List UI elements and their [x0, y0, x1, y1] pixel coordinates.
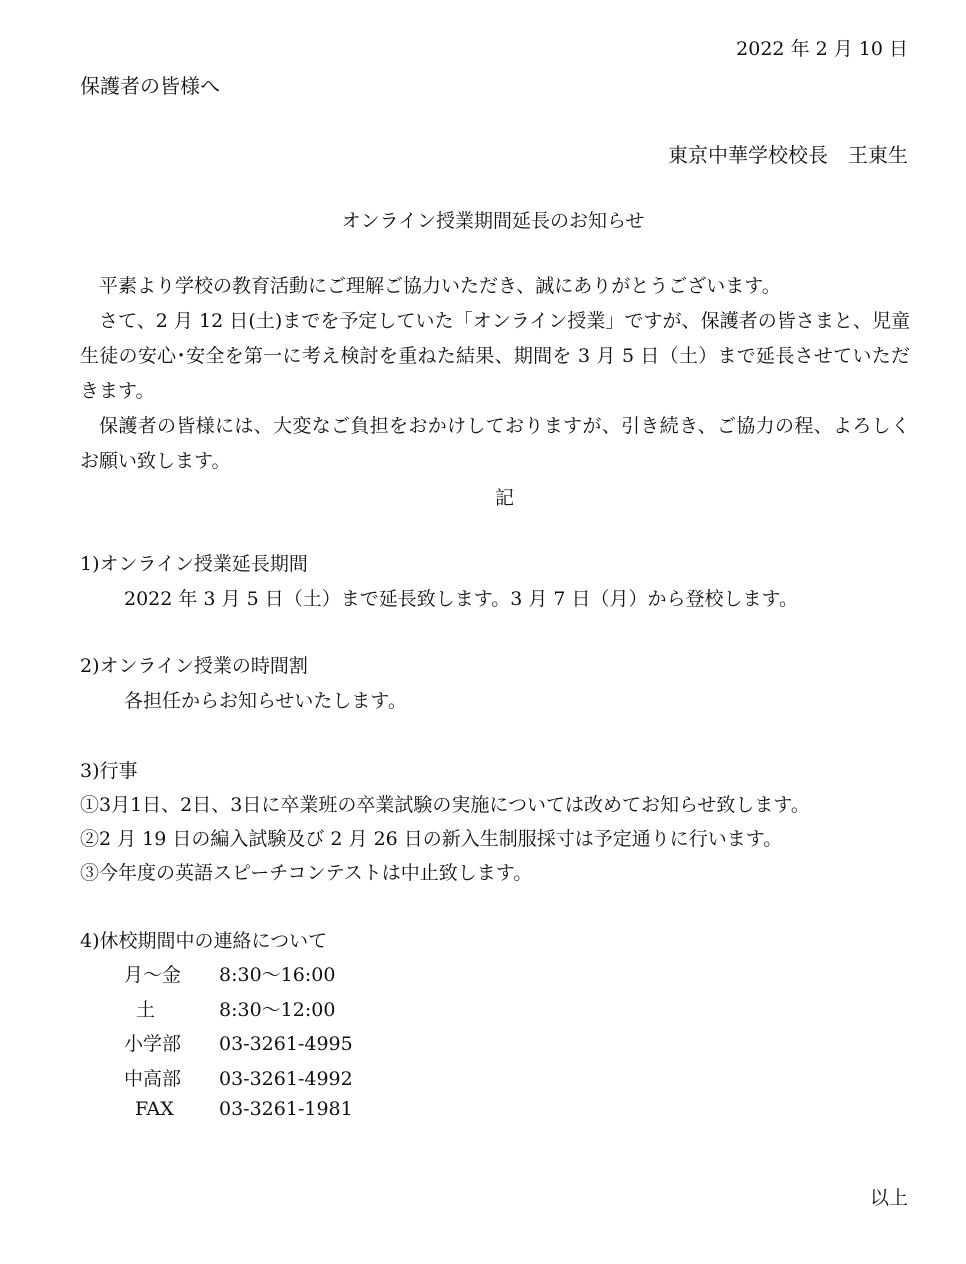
contact-value: 03-3261-4995: [219, 1033, 353, 1055]
contact-label: FAX: [135, 1098, 174, 1120]
section-1-text: 2022 年 3 月 5 日（土）まで延長致します。3 月 7 日（月）から登校します。: [124, 588, 798, 610]
section-3-item-1: ①3月1日、2日、3日に卒業班の卒業試験の実施については改めてお知らせ致します。: [80, 794, 810, 816]
section-4-heading: 4)休校期間中の連絡について: [80, 930, 328, 952]
body-paragraph-1: 平素より学校の教育活動にご理解ご協力いただき、誠にありがとうございます。: [99, 275, 781, 297]
ki-marker: 記: [495, 487, 515, 509]
contact-value: 8:30～12:00: [219, 999, 336, 1021]
contact-row: [124, 1064, 353, 1091]
letter-title: オンライン授業期間延長のお知らせ: [341, 210, 645, 232]
section-3-heading: 3)行事: [80, 760, 138, 782]
contact-label: 土: [136, 999, 156, 1021]
contact-label: 小学部: [124, 1033, 182, 1055]
contact-label: 中高部: [124, 1068, 182, 1090]
section-1-heading: 1)オンライン授業延長期間: [80, 553, 308, 575]
contact-value: 03-3261-1981: [219, 1098, 353, 1120]
body-paragraph-2: さて、2 月 12 日(土)までを予定していた「オンライン授業」ですが、保護者の皆さまと、児童生徒の安心･安全を第一に考え検討を重ねた結果、期間を 3 月 5 日（土）まで延長させていただきます。: [80, 310, 910, 402]
contact-row: [124, 960, 335, 987]
contact-value: 8:30～16:00: [219, 964, 336, 986]
contact-row: [124, 995, 335, 1022]
sender-name: 東京中華学校校長 王東生: [668, 143, 908, 167]
closing-mark: 以上: [869, 1187, 908, 1209]
section-2-text: 各担任からお知らせいたします。: [124, 690, 407, 712]
contact-value: 03-3261-4992: [219, 1068, 353, 1090]
letter-date: 2022 年 2 月 10 日: [736, 38, 908, 60]
section-2-heading: 2)オンライン授業の時間割: [80, 655, 308, 677]
section-3-item-3: ③今年度の英語スピーチコンテストは中止致します。: [80, 862, 533, 884]
contact-row: [124, 1098, 353, 1120]
contact-row: [124, 1029, 353, 1056]
section-3-item-2: ②2 月 19 日の編入試験及び 2 月 26 日の新入生制服採寸は予定通りに行います。: [80, 828, 783, 850]
body-paragraph-3: 保護者の皆様には、大変なご負担をおかけしておりますが、引き続き、ご協力の程、よろしくお願い致します。: [80, 415, 910, 472]
addressee: 保護者の皆様へ: [80, 74, 220, 98]
contact-label: 月～金: [124, 964, 182, 986]
